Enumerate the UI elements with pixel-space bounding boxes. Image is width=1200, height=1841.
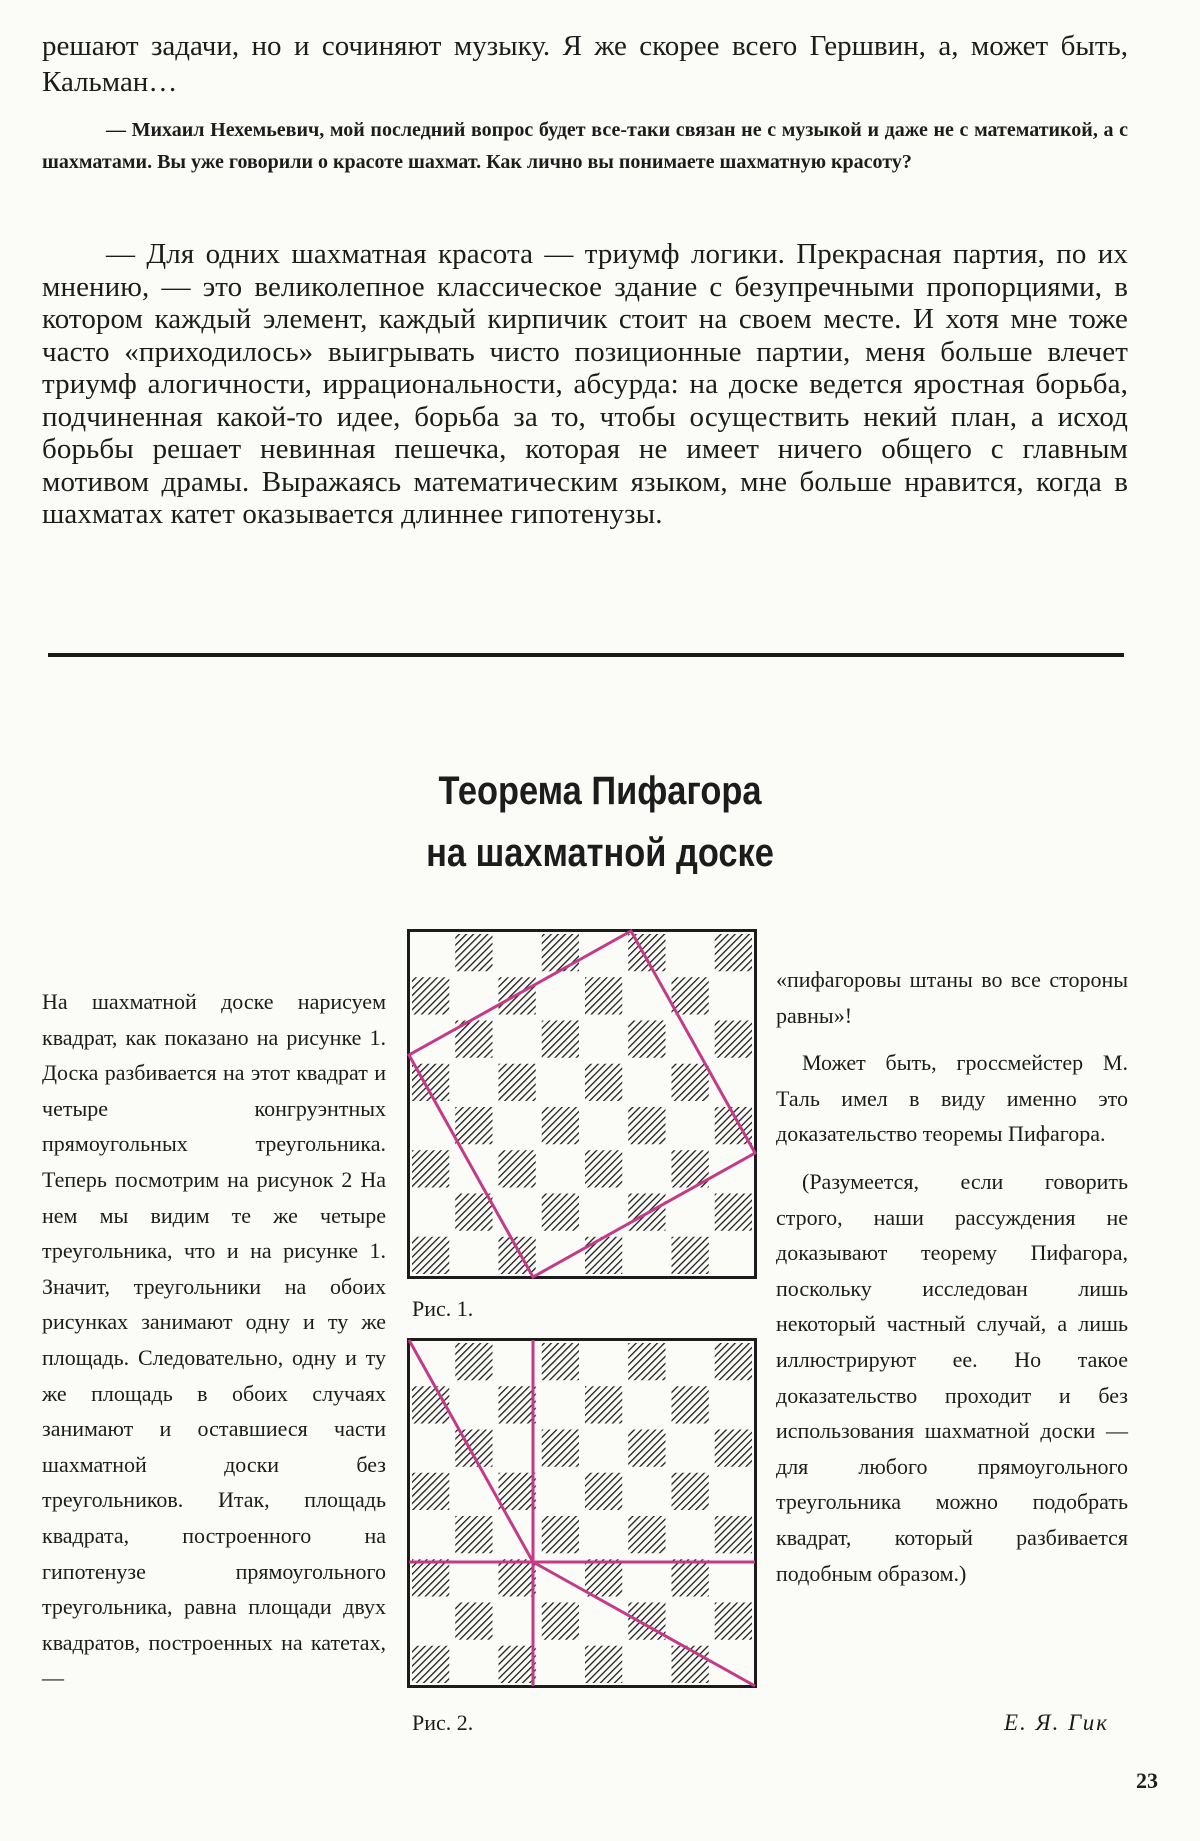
right-paragraph-2: Может быть, гроссмейстер М. Таль имел в виду именно это доказательство теоремы Пифагора. <box>776 1050 1128 1147</box>
dark-square <box>585 1064 622 1101</box>
dark-square <box>628 934 665 971</box>
interview-question: — Михаил Нехемьевич, мой последний вопрос будет все-таки связан не с музыкой и даже не с математикой, а с шахматами. Вы уже говорили о красоте шахмат. Как лично вы понимаете шахматную красоту? <box>42 119 1128 173</box>
figure-2-dark-squares <box>412 1343 752 1683</box>
dark-square <box>585 1150 622 1187</box>
dark-square <box>628 1021 665 1058</box>
dark-square <box>585 1473 622 1510</box>
dark-square <box>542 1516 579 1553</box>
dark-square <box>715 934 752 971</box>
figure-1-dark-squares <box>412 934 752 1274</box>
dark-square <box>499 1473 536 1510</box>
article-title <box>84 760 1116 884</box>
dark-square <box>672 1386 709 1423</box>
figure-1-caption: Рис. 1. <box>412 1296 474 1321</box>
article-title-line-1: Теорема Пифагора <box>438 769 762 813</box>
dark-square <box>455 1516 492 1553</box>
dark-square <box>585 1559 622 1596</box>
dark-square <box>455 1194 492 1231</box>
dark-square <box>412 977 449 1014</box>
dark-square <box>672 1237 709 1274</box>
dark-square <box>499 1559 536 1596</box>
section-divider <box>48 653 1124 657</box>
dark-square <box>455 1603 492 1640</box>
dark-square <box>715 1603 752 1640</box>
dark-square <box>585 1386 622 1423</box>
dark-square <box>628 1516 665 1553</box>
right-paragraph-1: «пифагоровы штаны во все стороны равны»! <box>776 967 1128 1028</box>
dark-square <box>715 1021 752 1058</box>
dark-square <box>715 1343 752 1380</box>
dark-square <box>585 977 622 1014</box>
dark-square <box>499 1064 536 1101</box>
dark-square <box>412 1473 449 1510</box>
dark-square <box>455 1107 492 1144</box>
dark-square <box>672 1559 709 1596</box>
dark-square <box>499 1386 536 1423</box>
dark-square <box>412 1646 449 1683</box>
dark-square <box>499 1646 536 1683</box>
dark-square <box>715 1516 752 1553</box>
right-paragraph-3: (Разумеется, если говорить строго, наши рассуждения не доказывают теорему Пифагора, поскольку исследован лишь некоторый частный случай, а лишь иллюстрируют ее. Но такое доказательство проходит и без использования шахматной доски — для любого прямоугольного треугольника можно подобрать квадрат, который разбивается подобным образом.) <box>776 1168 1128 1586</box>
dark-square <box>412 1559 449 1596</box>
dark-square <box>672 1473 709 1510</box>
figure-1-chessboard <box>407 929 757 1279</box>
dark-square <box>715 1194 752 1231</box>
dark-square <box>412 1237 449 1274</box>
intro-paragraph: решают задачи, но и сочиняют музыку. Я же скорее всего Гершвин, а, может быть, Кальман… <box>42 30 1128 98</box>
dark-square <box>499 1237 536 1274</box>
dark-square <box>542 1194 579 1231</box>
dark-square <box>412 1150 449 1187</box>
dark-square <box>455 1343 492 1380</box>
page-number: 23 <box>1136 1768 1158 1793</box>
dark-square <box>672 1064 709 1101</box>
article-left-column: На шахматной доске нарисуем квадрат, как показано на рисунке 1. Доска разбивается на этот квадрат и четыре конгруэнтных прямоугольных треугольника. Теперь посмотрим на рисунок 2 На нем мы видим те же четыре треугольника, что и на рисунке 1. Значит, треугольники на обоих рисунках занимают одну и ту же площадь. Следовательно, одну и ту же площадь в обоих случаях занимают и оставшиеся части шахматной доски без треугольников. Итак, площадь квадрата, построенного на гипотенузе прямоугольного треугольника, равна площади двух квадратов, построенных на катетах, — <box>42 989 386 1691</box>
article-right-column <box>776 962 1128 1603</box>
dark-square <box>542 1021 579 1058</box>
dark-square <box>455 934 492 971</box>
dark-square <box>585 1646 622 1683</box>
dark-square <box>585 1237 622 1274</box>
dark-square <box>672 977 709 1014</box>
dark-square <box>542 1430 579 1467</box>
article-author: Е. Я. Гик <box>1004 1710 1110 1735</box>
dark-square <box>542 934 579 971</box>
article-title-line-2: на шахматной доске <box>426 831 774 875</box>
dark-square <box>542 1603 579 1640</box>
dark-square <box>628 1430 665 1467</box>
dark-square <box>628 1343 665 1380</box>
dark-square <box>715 1430 752 1467</box>
figure-2-chessboard <box>407 1338 757 1688</box>
dark-square <box>499 1150 536 1187</box>
interview-answer: — Для одних шахматная красота — триумф логики. Прекрасная партия, по их мнению, — это великолепное классическое здание с безупречными пропорциями, в котором каждый элемент, каждый кирпичик стоит на своем месте. И хотя мне тоже часто «приходилось» выигрывать чисто позиционные партии, меня больше влечет триумф алогичности, иррациональности, абсурда: на доске ведется яростная борьба, подчиненная какой-то идее, борьба за то, чтобы осуществить некий план, а исход борьбы решает невинная пешечка, которая не имеет ничего общего с главным мотивом драмы. Выражаясь математическим языком, мне больше нравится, когда в шахматах катет оказывается длиннее гипотенузы. <box>42 238 1128 530</box>
dark-square <box>628 1107 665 1144</box>
dark-square <box>542 1107 579 1144</box>
figure-2-caption: Рис. 2. <box>412 1710 474 1735</box>
dark-square <box>542 1343 579 1380</box>
